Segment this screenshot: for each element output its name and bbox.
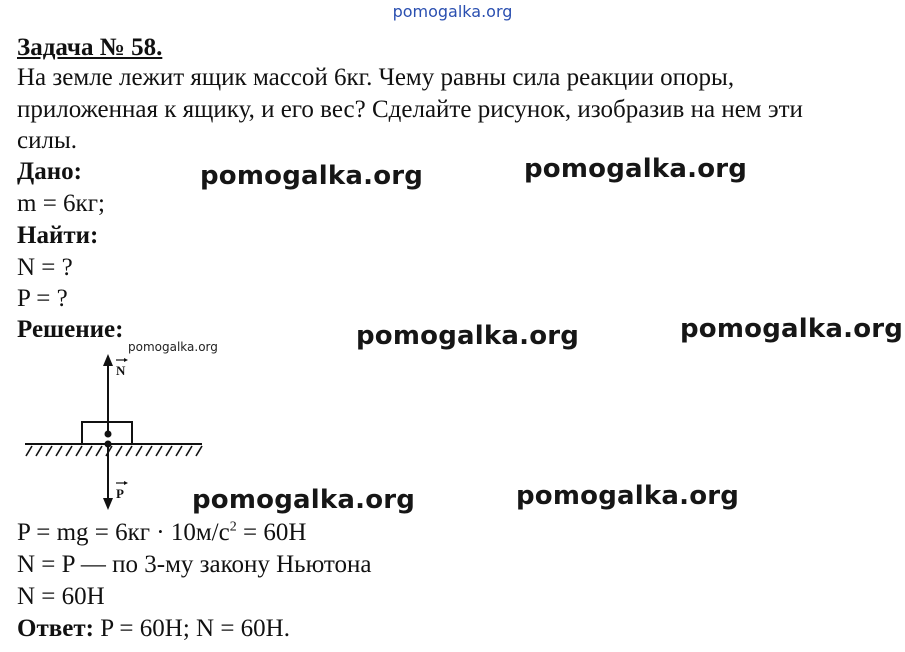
ground-hatching xyxy=(26,446,202,456)
label-p: P xyxy=(116,486,124,501)
watermark: pomogalka.org xyxy=(680,314,904,344)
find-item-n: N = ? xyxy=(17,254,73,281)
find-heading: Найти: xyxy=(17,222,99,249)
force-diagram xyxy=(20,350,210,515)
problem-text-line: На земле лежит ящик массой 6кг. Чему равны сила реакции опоры, xyxy=(17,64,735,91)
problem-text-line: приложенная к ящику, и его вес? Сделайте рисунок, изобразив на нем эти xyxy=(17,96,803,123)
watermark: pomogalka.org xyxy=(524,154,748,184)
equation-weight-result: = 60Н xyxy=(236,519,307,546)
watermark: pomogalka.org xyxy=(200,161,424,191)
problem-text-line: силы. xyxy=(17,127,77,154)
force-point-p xyxy=(105,441,112,448)
force-point-n xyxy=(105,431,112,438)
problem-title: Задача № 58. xyxy=(17,34,163,61)
answer-value: P = 60Н; N = 60Н. xyxy=(93,615,290,642)
solution-heading: Решение: xyxy=(17,316,124,343)
find-item-p: P = ? xyxy=(17,285,68,312)
given-heading: Дано: xyxy=(17,158,82,185)
equation-weight xyxy=(17,519,306,547)
vector-bar-tip xyxy=(124,481,128,485)
given-mass: m = 6кг; xyxy=(17,190,105,217)
vector-bar-tip xyxy=(124,358,128,362)
weight-arrow xyxy=(103,444,113,510)
label-n: N xyxy=(116,363,126,378)
equation-weight-main: P = mg = 6кг · 10м/с xyxy=(17,519,230,546)
equation-n: N = 60Н xyxy=(17,583,105,610)
watermark: pomogalka.org xyxy=(192,485,416,515)
watermark: pomogalka.org xyxy=(356,321,580,351)
watermark: pomogalka.org xyxy=(516,481,740,511)
watermark-top: pomogalka.org xyxy=(392,2,513,21)
equation-newton: N = P — по 3-му закону Ньютона xyxy=(17,551,372,578)
answer-label: Ответ: xyxy=(17,615,94,642)
answer xyxy=(17,615,290,643)
equation-weight-exponent: 2 xyxy=(229,519,237,535)
watermark-small: pomogalka.org xyxy=(128,340,218,354)
